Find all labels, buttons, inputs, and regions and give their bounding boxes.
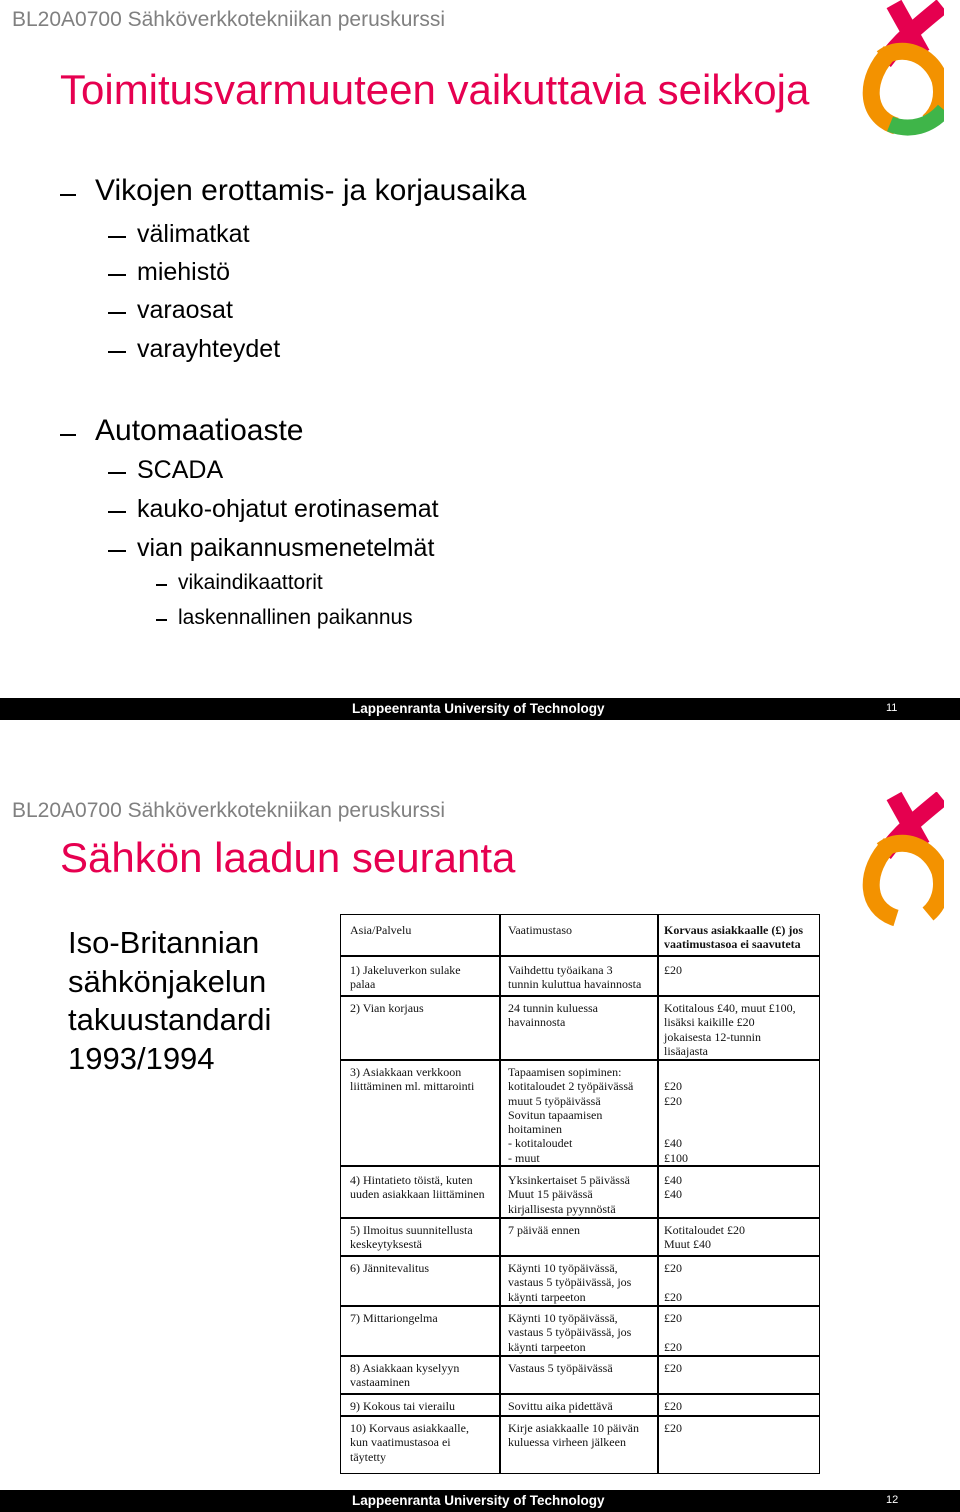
bullet-text: välimatkat [137, 220, 250, 248]
cell-line: £20 [664, 1311, 682, 1325]
table-cell [508, 963, 658, 992]
table-cell [508, 1173, 658, 1216]
cell-line: 5) Ilmoitus suunnitellusta [350, 1223, 473, 1237]
bullet-text: kauko-ohjatut erotinasemat [137, 495, 439, 523]
slide-title: Toimitusvarmuuteen vaikuttavia seikkoja [60, 66, 810, 113]
cell-line [664, 1275, 814, 1289]
table-cell [508, 1261, 658, 1304]
cell-line: hoitaminen [508, 1122, 562, 1137]
row-divider [341, 1305, 819, 1307]
cell-line: havainnosta [508, 1015, 566, 1030]
cell-line: muut 5 työpäivässä [508, 1093, 601, 1108]
cell-line: Kirje asiakkaalle 10 päivän [508, 1421, 639, 1435]
cell-line: Muut 15 päivässä [508, 1187, 593, 1202]
cell-line [664, 1065, 814, 1079]
cell-line: 3) Asiakkaan verkkoon [350, 1065, 462, 1079]
row-divider [341, 1355, 819, 1357]
table-cell [664, 1361, 814, 1375]
table-cell [664, 1065, 814, 1165]
cell-line: Vastaus 5 työpäivässä [508, 1361, 613, 1375]
bullet-text: miehistö [137, 258, 231, 286]
table-cell [664, 1001, 814, 1058]
row-divider [341, 995, 819, 997]
cell-line: vastaaminen [350, 1375, 410, 1390]
cell-line: 24 tunnin kuluessa [508, 1001, 598, 1015]
table-cell [350, 1399, 500, 1413]
cell-line: Muut £40 [664, 1237, 712, 1252]
cell-line: tunnin kuluttua havainnosta [508, 977, 642, 992]
cell-line: £20 [664, 1339, 682, 1354]
cell-line: Sovitun tapaamisen [508, 1107, 603, 1122]
cell-line: lisäajasta [664, 1043, 708, 1058]
bullet-text: SCADA [137, 456, 224, 484]
cell-line: £20 [664, 963, 682, 977]
cell-line: palaa [350, 977, 376, 992]
standard-description [68, 924, 271, 1078]
cell-line: £20 [664, 1421, 682, 1435]
course-code: BL20A0700 Sähköverkkotekniikan peruskurssi [12, 8, 446, 31]
table-cell [350, 1001, 500, 1015]
cell-line: kuluessa virheen jälkeen [508, 1435, 626, 1450]
cell-line: keskeytyksestä [350, 1237, 422, 1252]
bullet-text: vikaindikaattorit [178, 571, 323, 594]
table-cell [350, 963, 500, 992]
cell-line: kirjallisesta pyynnöstä [508, 1201, 616, 1216]
page-number: 12 [886, 1494, 899, 1506]
cell-line: liittäminen ml. mittarointi [350, 1079, 475, 1094]
cell-line: täytetty [350, 1449, 386, 1464]
bullet-text: laskennallinen paikannus [178, 606, 413, 629]
table-cell [664, 1421, 814, 1435]
guarantee-standard-table [340, 914, 820, 1474]
description-line: sähkönjakelun [68, 963, 267, 999]
table-cell [664, 1261, 814, 1304]
cell-line: £20 [664, 1079, 682, 1094]
cell-line: 8) Asiakkaan kyselyyn [350, 1361, 460, 1375]
cell-line [664, 1108, 814, 1122]
table-cell [508, 1311, 658, 1354]
cell-line: £40 [664, 1187, 682, 1202]
table-cell [350, 1173, 500, 1202]
cell-line: 2) Vian korjaus [350, 1001, 424, 1015]
table-cell [508, 1361, 658, 1375]
bullet-text: vian paikannusmenetelmät [137, 534, 435, 562]
row-divider [341, 1415, 819, 1417]
table-cell [508, 1223, 658, 1237]
cell-line: Yksinkertaiset 5 päivässä [508, 1173, 630, 1187]
cell-line: 1) Jakeluverkon sulake [350, 963, 461, 977]
table-cell [508, 1001, 658, 1030]
university-name: Lappeenranta University of Technology [352, 701, 605, 716]
slide-footer [0, 1490, 960, 1512]
table-cell [664, 963, 814, 977]
cell-line: vastaus 5 työpäivässä, jos [508, 1325, 632, 1340]
cell-line: £20 [664, 1261, 682, 1275]
cell-line: £20 [664, 1361, 682, 1375]
table-cell [508, 1065, 658, 1165]
cell-line: 9) Kokous tai vierailu [350, 1399, 455, 1413]
table-cell [350, 1311, 500, 1325]
course-code: BL20A0700 Sähköverkkotekniikan peruskurssi [12, 799, 446, 822]
table-cell [350, 1361, 500, 1390]
cell-line [664, 1325, 814, 1339]
bullet-text: varaosat [137, 296, 233, 324]
table-cell [350, 1261, 500, 1275]
bullet-text: Vikojen erottamis- ja korjausaika [95, 174, 527, 207]
cell-line: Kotitalous £40, muut £100, [664, 1001, 796, 1015]
table-cell [508, 1421, 658, 1450]
table-cell [508, 1399, 658, 1413]
cell-line: £40 [664, 1136, 682, 1151]
table-header-cell: Vaatimustaso [508, 923, 572, 937]
university-logo [860, 792, 944, 928]
cell-line: £20 [664, 1289, 682, 1304]
cell-line: lisäksi kaikille £20 [664, 1015, 755, 1030]
cell-line: £20 [664, 1399, 682, 1413]
table-cell [350, 1223, 500, 1252]
cell-line: Käynti 10 työpäivässä, [508, 1261, 618, 1275]
row-divider [341, 1059, 819, 1061]
table-cell [664, 1173, 814, 1202]
cell-line: £20 [664, 1093, 682, 1108]
row-divider [341, 1255, 819, 1257]
cell-line: 4) Hintatieto töistä, kuten [350, 1173, 473, 1187]
table-cell [664, 1399, 814, 1413]
cell-line: 7 päivää ennen [508, 1223, 580, 1237]
header-divider [341, 955, 819, 957]
cell-line: - muut [508, 1150, 540, 1165]
bullet-text: varayhteydet [137, 335, 281, 363]
table-header-cell: Asia/Palvelu [350, 923, 412, 937]
cell-line: käynti tarpeeton [508, 1339, 586, 1354]
table-cell [664, 1311, 814, 1354]
slide-title: Sähkön laadun seuranta [60, 834, 516, 881]
cell-line: 7) Mittariongelma [350, 1311, 438, 1325]
cell-line: Kotitaloudet £20 [664, 1223, 745, 1237]
table-header-cell: Korvaus asiakkaalle (£) jos vaatimustasoa ei saavuteta [664, 923, 804, 952]
row-divider [341, 1217, 819, 1219]
description-line: Iso-Britannian [68, 925, 260, 960]
cell-line: 6) Jännitevalitus [350, 1261, 429, 1275]
cell-line: kun vaatimustasoa ei [350, 1435, 451, 1450]
table-cell [350, 1065, 500, 1094]
description-line: 1993/1994 [68, 1040, 215, 1076]
cell-line: uuden asiakkaan liittäminen [350, 1187, 485, 1202]
university-name: Lappeenranta University of Technology [352, 1493, 605, 1508]
bullet-text: Automaatioaste [95, 414, 304, 447]
row-divider [341, 1165, 819, 1167]
cell-line: kotitaloudet 2 työpäivässä [508, 1079, 634, 1094]
description-line: takuustandardi [68, 1002, 272, 1037]
cell-line: Vaihdettu työaikana 3 [508, 963, 613, 977]
cell-line: £40 [664, 1173, 682, 1187]
cell-line: Käynti 10 työpäivässä, [508, 1311, 618, 1325]
cell-line: Tapaamisen sopiminen: [508, 1065, 622, 1079]
cell-line: käynti tarpeeton [508, 1289, 586, 1304]
cell-line: vastaus 5 työpäivässä, jos [508, 1275, 632, 1290]
cell-line: 10) Korvaus asiakkaalle, [350, 1421, 469, 1435]
cell-line: Sovittu aika pidettävä [508, 1399, 613, 1413]
table-cell [664, 1223, 814, 1252]
cell-line: jokaisesta 12-tunnin [664, 1029, 761, 1044]
cell-line: - kotitaloudet [508, 1136, 573, 1151]
table-cell [350, 1421, 500, 1464]
row-divider [341, 1393, 819, 1395]
cell-line: £100 [664, 1150, 688, 1165]
cell-line [664, 1122, 814, 1136]
page-number: 11 [886, 702, 898, 714]
